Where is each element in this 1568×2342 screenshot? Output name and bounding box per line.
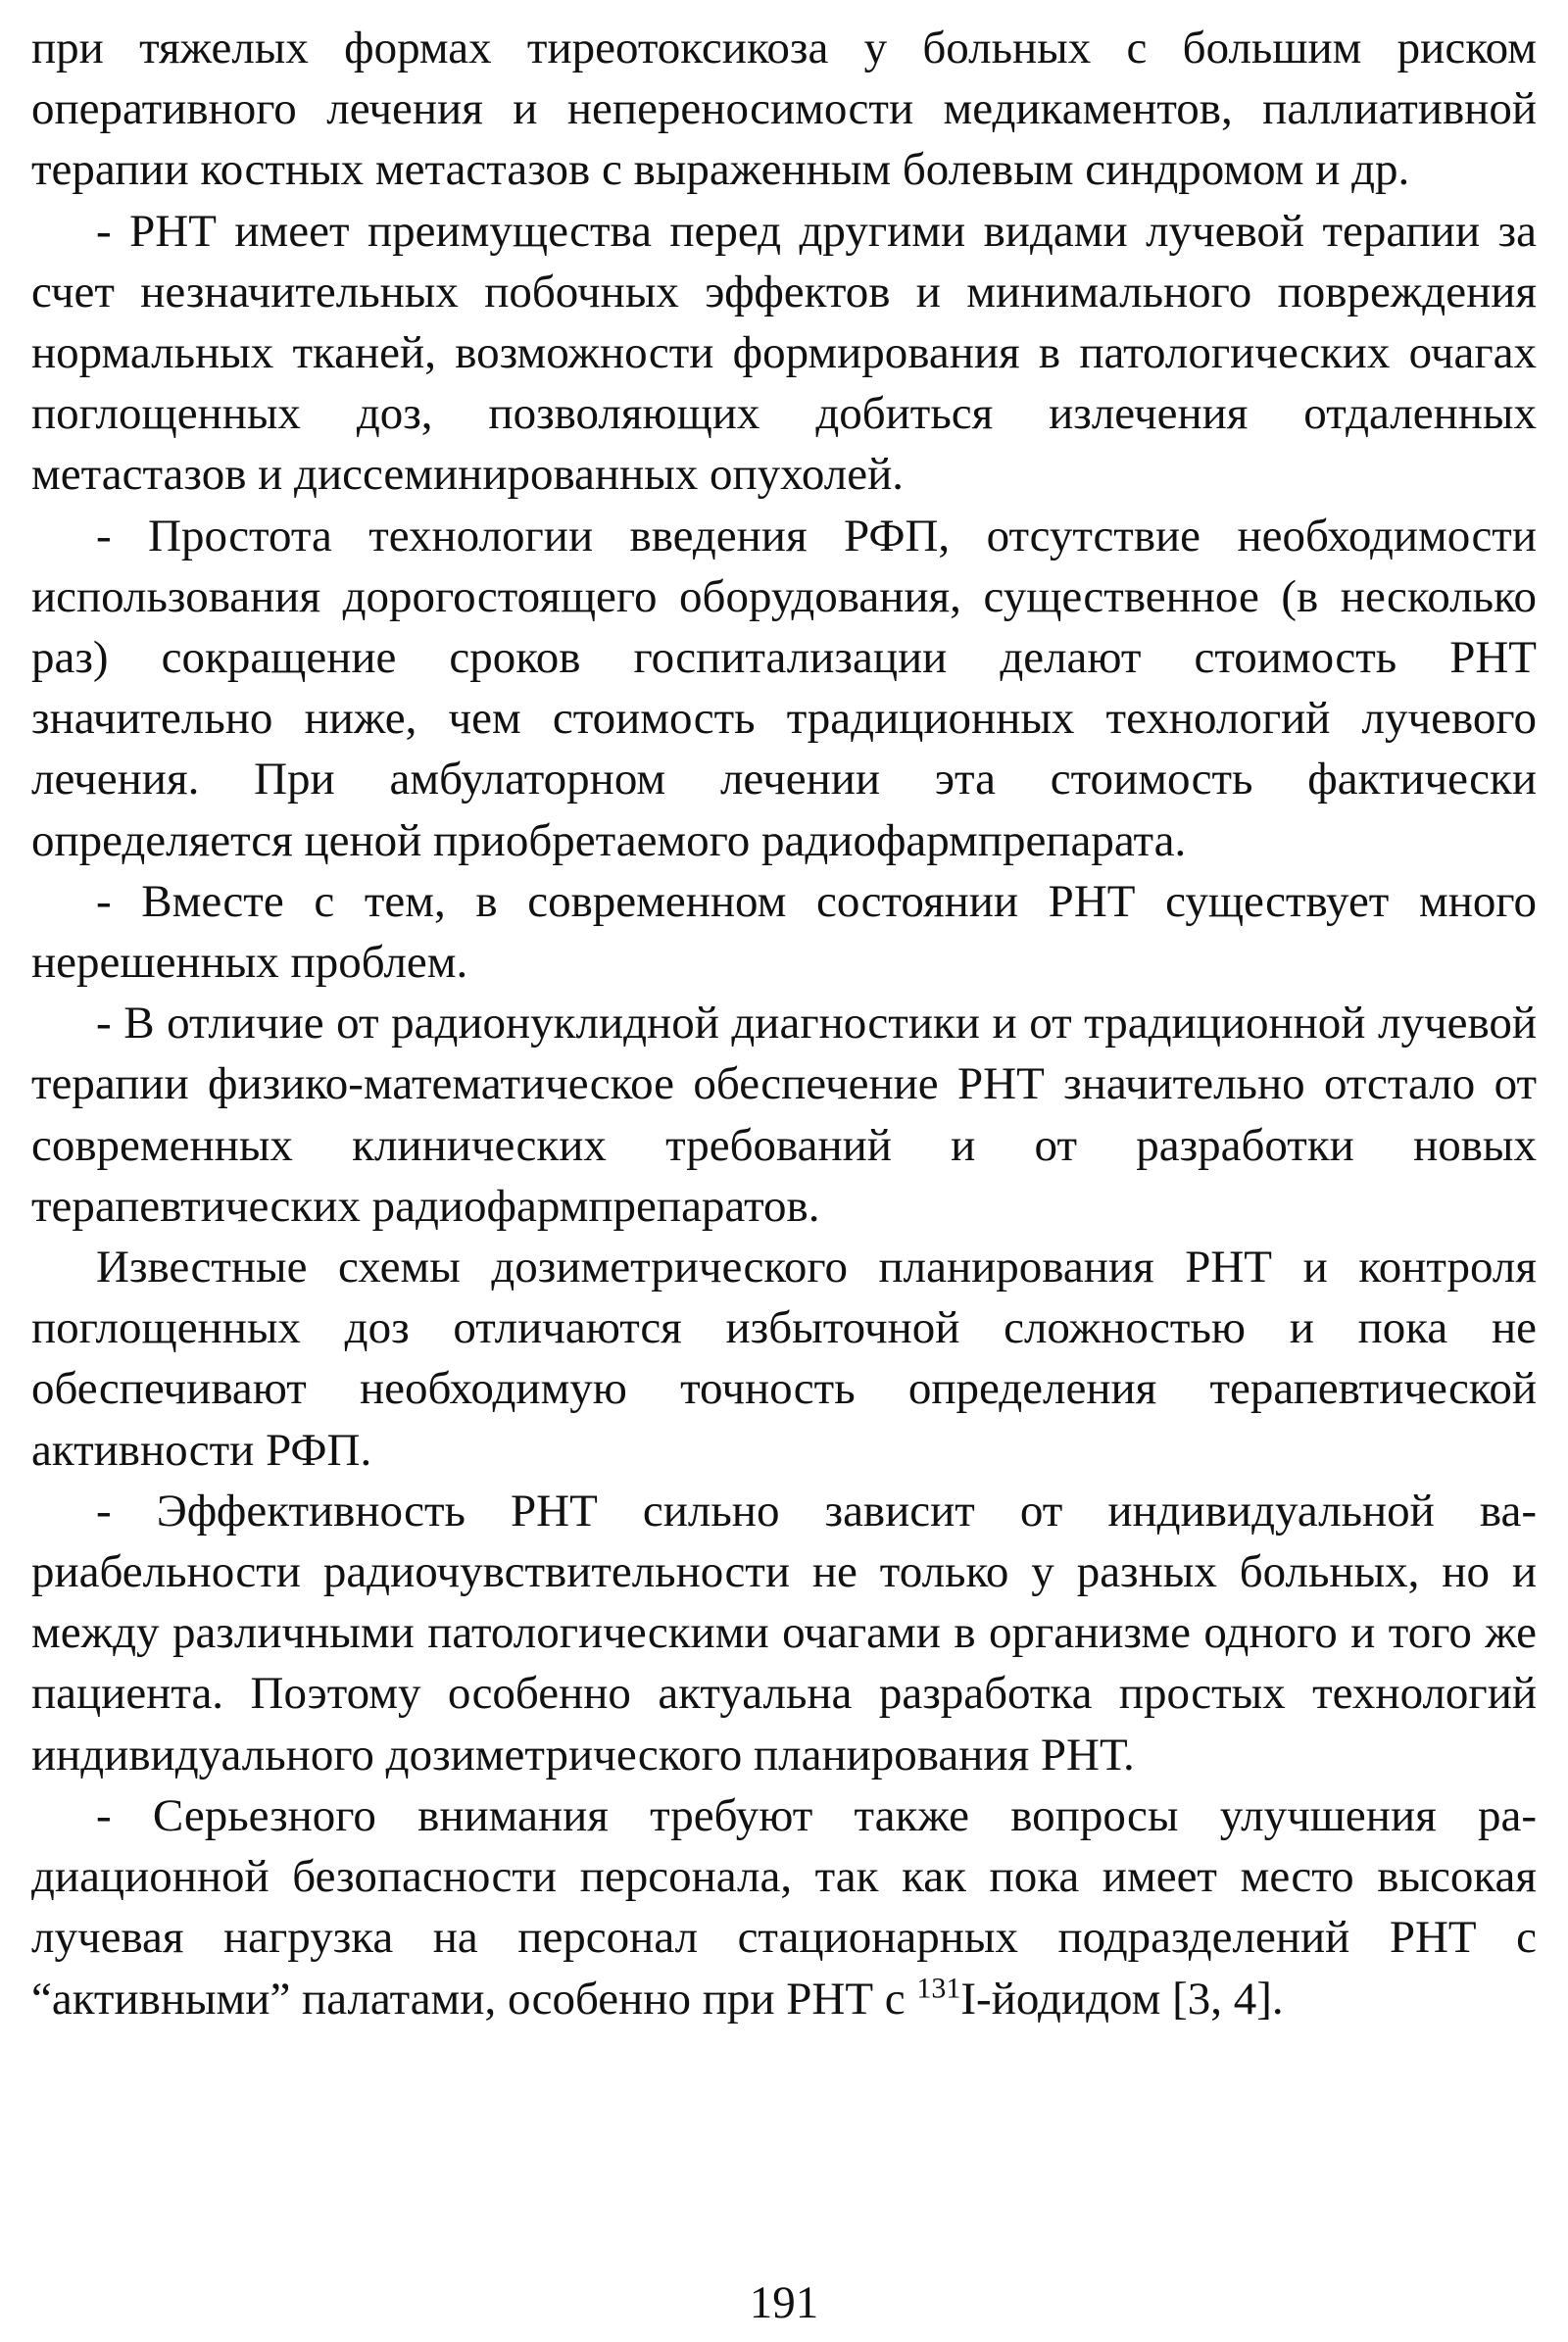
paragraph-1: при тяжелых формах тиреотоксикоза у больных с большим риском оперативного лечения и непереносимости медикаментов, паллиативной терапии костных метастазов с выраженным болевым синдромом и др. [31,23,1537,196]
paragraph-6: Известные схемы дозиметрического планирования РНТ и контроля поглощенных доз отличаются избыточной сложностью и пока не обеспечивают необходимую точность определения терапевтической активности РФП. [31,1242,1537,1476]
page-number: 191 [749,2277,819,2328]
paragraph-3: - Простота технологии введения РФП, отсутствие необходимости использования дорогостоящего оборудования, существенное (в несколько раз) сокращение сроков госпитализации делают стоимость РНТ значительно ниже, чем стоимость традиционных технологий лучевого лечения. При амбулаторном лечении эта стоимость фактически определяется ценой приобретаемого радиофармпрепарата. [31,510,1537,866]
paragraph-2: - РНТ имеет преимущества перед другими видами лучевой терапии за счет незначительных побочных эффектов и минимального повреждения нормальных тканей, возможности формирования в патологических очагах поглощенных доз, позволяющих добиться излечения отдаленных метастазов и диссеминированных опухолей. [31,205,1537,501]
paragraph-8 [31,1785,1537,2029]
page-body [31,18,1537,2029]
paragraph-5: - В отличие от радионуклидной диагностики и от традиционной лучевой терапии физико-математическое обеспечение РНТ значительно отстало от современных клинических требований и от разработки новых терапевтических радиофармпрепаратов. [31,998,1537,1232]
paragraph-7: - Эффективность РНТ сильно зависит от индивидуальной вариабельности радиочувствительности не только у разных больных, но и между различными патологическими очагами в организме одного и того же пациента. Поэтому особенно актуальна разработка простых технологий индивидуального дозиметрического планирования РНТ. [31,1485,1537,1781]
paragraph-8-text: - Серьезного внимания требуют также вопросы улучшения радиационной безопасности персонала, так как пока имеет место высокая лучевая нагрузка на персонал стационарных подразделений РНТ с “активными” палатами, особенно при РНТ с [31,1789,1537,2025]
paragraph-8-tail: I-йодидом [3, 4]. [960,1973,1284,2025]
paragraph-4: - Вместе с тем, в современном состоянии РНТ существует много нерешенных проблем. [31,875,1537,989]
isotope-superscript: 131 [916,1971,961,2004]
